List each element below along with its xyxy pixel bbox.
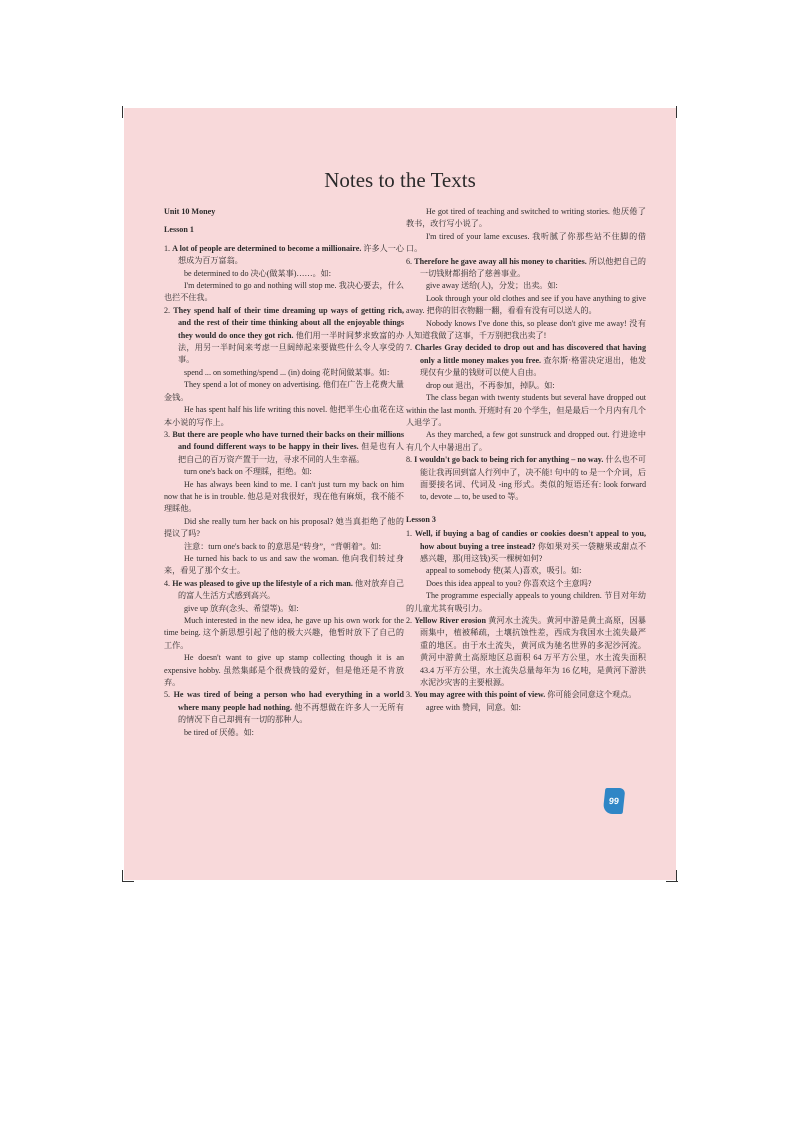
note-line: He has spent half his life writing this novel. 他把半生心血花在这本小说的写作上。 bbox=[164, 405, 404, 427]
note-line: give away 送给(人)，分发；出卖。如: bbox=[426, 281, 558, 291]
right-column bbox=[406, 206, 646, 714]
page-number-badge bbox=[603, 788, 626, 814]
page-title: Notes to the Texts bbox=[324, 168, 476, 192]
lesson-heading: Lesson 3 bbox=[406, 514, 436, 524]
note-line: Nobody knows I've done this, so please don't give me away! 没有人知道我做了这事，千万别把我出卖了! bbox=[406, 318, 646, 341]
note-item: 2. They spend half of their time dreaming up ways of getting rich, and the rest of their time thinking about all the enjoyable things they would do once they got rich. 他们用一半时间梦求致富的办法，用另一半时间来考虑一旦阔绰起来要做些什么令人享受的事。 bbox=[164, 305, 404, 365]
note-line: be determined to do 决心(做某事)……。如: bbox=[184, 268, 332, 278]
note-item: 2. Yellow River erosion 黄河水土流失。黄河中游是黄土高原，因暴雨集中，植被稀疏，土壤抗蚀性差，西成为我国水土流失最严重的地区。由于水土流失，黄河成为驰名世界的多泥沙河流。黄河中游黄土高原地区总面积 64 万平方公里，水土流失面积 43.4 万平方公里，水土流失总量每年为 16 亿吨，是黄河下游洪水泥沙灾害的主要根源。 bbox=[406, 616, 646, 688]
crop-mark bbox=[122, 881, 134, 882]
left-column bbox=[164, 206, 404, 739]
note-line: Look through your old clothes and see if you have anything to give away. 把你的旧衣物翻一翻，看看有没有可以送人的。 bbox=[406, 293, 646, 316]
note-line: agree with 赞同，同意。如: bbox=[426, 702, 521, 712]
note-line: be tired of 厌倦。如: bbox=[184, 727, 254, 737]
note-line: As they marched, a few got sunstruck and dropped out. 行进途中有几个人中暑退出了。 bbox=[406, 430, 646, 452]
book-page bbox=[124, 108, 676, 880]
note-line: Does this idea appeal to you? 你喜欢这个主意吗? bbox=[426, 578, 592, 588]
note-line: He doesn't want to give up stamp collecting though it is an expensive hobby. 虽然集邮是个很费钱的爱好，但是他还是不肯放弃。 bbox=[164, 653, 404, 688]
page-number: 99 bbox=[608, 796, 620, 806]
note-line: Much interested in the new idea, he gave up his own work for the time being. 这个新思想引起了他的极大兴趣，他暂时放下了自己的工作。 bbox=[164, 616, 404, 650]
note-line: They spend a lot of money on advertising. 他们在广告上花费大量金钱。 bbox=[164, 380, 404, 402]
note-item: 6. Therefore he gave away all his money to charities. 所以他把自己的一切钱财都捐给了慈善事业。 bbox=[406, 256, 646, 279]
crop-mark bbox=[676, 106, 677, 118]
note-line: turn one's back on 不理睬，拒绝。如: bbox=[184, 467, 312, 477]
note-line: give up 放弃(念头、希望等)。如: bbox=[184, 603, 299, 613]
crop-mark bbox=[122, 106, 123, 118]
note-item: 1. Well, if buying a bag of candies or cookies doesn't appeal to you, how about buying a tree instead? 你如果对买一袋糖果或甜点不感兴趣，那(用这钱)买一棵树如何? bbox=[406, 529, 646, 563]
note-line: appeal to somebody 使(某人)喜欢，吸引。如: bbox=[426, 566, 582, 576]
lesson-heading: Lesson 1 bbox=[164, 225, 194, 235]
note-item: 7. Charles Gray decided to drop out and has discovered that having only a little money makes you free. 查尔斯·格雷决定退出，他发现仅有少量的钱财可以使人自由。 bbox=[406, 343, 647, 378]
note-item: 1. A lot of people are determined to become a millionaire. 许多人一心想成为百万富翁。 bbox=[164, 243, 404, 266]
note-line: He has always been kind to me. I can't just turn my back on him now that he is in trouble. 他总是对我很好，现在他有麻烦，我不能不理睬他。 bbox=[164, 479, 404, 514]
unit-heading: Unit 10 Money bbox=[164, 207, 216, 216]
crop-mark bbox=[666, 881, 678, 882]
note-line: I'm tired of your lame excuses. 我听腻了你那些站不住脚的借口。 bbox=[406, 231, 646, 254]
note-line: Did she really turn her back on his proposal? 她当真拒绝了他的提议了吗? bbox=[164, 516, 404, 539]
note-item: 4. He was pleased to give up the lifestyle of a rich man. 他对放弃自己的富人生活方式感到高兴。 bbox=[164, 578, 404, 601]
note-line: The programme especially appeals to young children. 节目对年幼的儿童尤其有吸引力。 bbox=[406, 591, 646, 613]
note-line: He got tired of teaching and switched to writing stories. 他厌倦了教书，改行写小说了。 bbox=[406, 207, 646, 229]
note-item: 3. You may agree with this point of view. 你可能会同意这个观点。 bbox=[406, 690, 637, 700]
note-line: I'm determined to go and nothing will stop me. 我决心要去，什么也拦不住我。 bbox=[164, 281, 404, 303]
note-item: 3. But there are people who have turned their backs on their millions and found different ways to be happy in their lives. 但是也有人把自己的百万资产置于一边，寻求不同的人生幸福。 bbox=[164, 429, 404, 464]
note-line: drop out 退出，不再参加，掉队。如: bbox=[426, 380, 555, 390]
note-line: He turned his back to us and saw the woman. 他向我们转过身来，看见了那个女士。 bbox=[164, 553, 404, 576]
note-item: 8. I wouldn't go back to being rich for anything – no way. 什么也不可能让我再回到富人行列中了，决不能! 句中的 to 是一个介词，后面要接名词、代词及 -ing 形式。类似的短语还有: look forward to, devote ... to, be used to 等。 bbox=[406, 455, 646, 502]
note-line: spend ... on something/spend ... (in) doing 花时间做某事。如: bbox=[184, 367, 390, 377]
note-line: 注意：turn one's back to 的意思是“转身”，“背朝着”。如: bbox=[184, 541, 382, 551]
note-item: 5. He was tired of being a person who had everything in a world where many people had nothing. 他不再想做在许多人一无所有的情况下自己却拥有一切的那种人。 bbox=[164, 690, 404, 725]
note-line: The class began with twenty students but several have dropped out within the last month. 开班时有 20 个学生，但是最后一个月内有几个人退学了。 bbox=[406, 393, 646, 427]
